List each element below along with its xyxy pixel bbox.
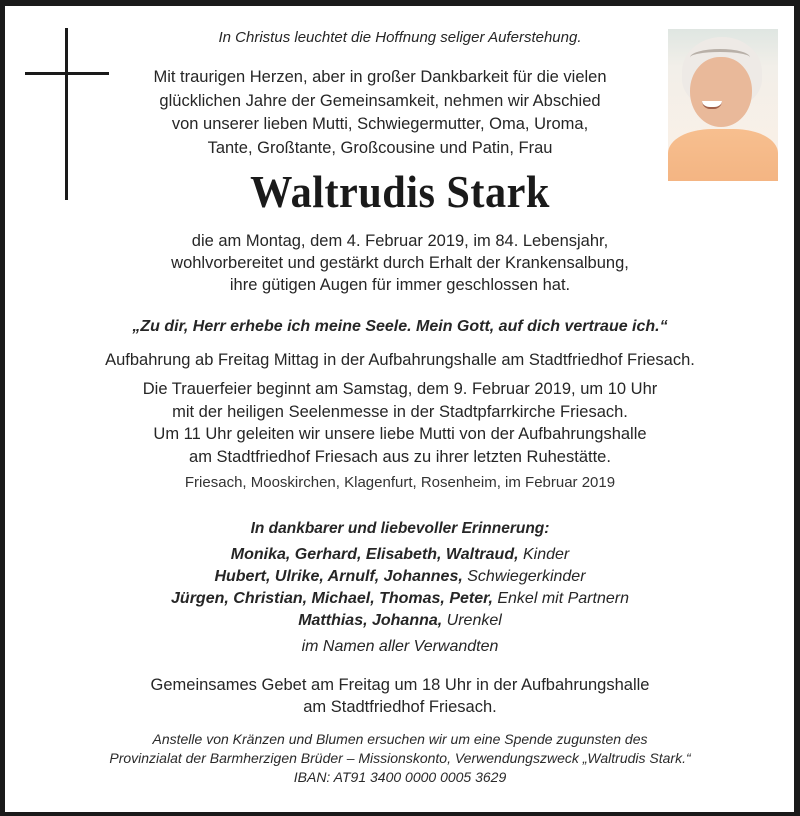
deceased-name: Waltrudis Stark <box>250 166 550 217</box>
family-names: Jürgen, Christian, Michael, Thomas, Peter, <box>171 590 493 607</box>
family-row <box>100 566 700 588</box>
intro-line: Tante, Großtante, Großcousine und Patin, Frau <box>207 138 553 157</box>
prayer-line: am Stadtfriedhof Friesach. <box>303 698 497 716</box>
ceremony-info <box>100 378 700 468</box>
cross-horizontal-bar <box>25 72 109 75</box>
intro-line: Mit traurigen Herzen, aber in großer Dankbarkeit für die vielen <box>153 68 607 86</box>
donation-info <box>40 730 760 787</box>
family-relation: Schwiegerkinder <box>467 568 586 585</box>
family-list <box>100 544 700 632</box>
religious-motto: In Christus leuchtet die Hoffnung seliger Auferstehung. <box>218 29 582 46</box>
family-row <box>100 588 700 610</box>
ceremony-line: mit der heiligen Seelenmesse in der Stadtpfarrkirche Friesach. <box>172 402 628 421</box>
ceremony-line: Um 11 Uhr geleiten wir unsere liebe Mutti von der Aufbahrungshalle <box>153 425 647 443</box>
death-line: ihre gütigen Augen für immer geschlossen hat. <box>229 276 571 294</box>
family-names: Monika, Gerhard, Elisabeth, Waltraud, <box>230 546 519 563</box>
death-line: wohlvorbereitet und gestärkt durch Erhalt der Krankensalbung, <box>171 254 629 272</box>
family-relation: Urenkel <box>446 612 502 629</box>
places-and-date: Friesach, Mooskirchen, Klagenfurt, Rosenheim, im Februar 2019 <box>184 474 616 491</box>
family-relation: Kinder <box>522 546 570 563</box>
family-names: Matthias, Johanna, <box>298 612 443 629</box>
on-behalf-note: im Namen aller Verwandten <box>301 638 499 655</box>
intro-line: glücklichen Jahre der Gemeinsamkeit, nehmen wir Abschied <box>159 91 601 110</box>
ceremony-line: Die Trauerfeier beginnt am Samstag, dem 9. Februar 2019, um 10 Uhr <box>142 380 658 398</box>
bible-quote: „Zu dir, Herr erhebe ich meine Seele. Mein Gott, auf dich vertraue ich.“ <box>132 318 668 335</box>
prayer-line: Gemeinsames Gebet am Freitag um 18 Uhr in der Aufbahrungshalle <box>150 676 650 694</box>
ceremony-line: am Stadtfriedhof Friesach aus zu ihrer letzten Ruhestätte. <box>189 447 611 466</box>
family-relation: Enkel mit Partnern <box>497 590 629 607</box>
viewing-info: Aufbahrung ab Freitag Mittag in der Aufbahrungshalle am Stadtfriedhof Friesach. <box>105 351 695 369</box>
portrait-photo <box>668 29 778 181</box>
family-names: Hubert, Ulrike, Arnulf, Johannes, <box>214 568 463 585</box>
donation-line: Provinzialat der Barmherzigen Brüder – Missionskonto, Verwendungszweck „Waltrudis Stark.“ <box>109 750 691 766</box>
intro-text <box>100 66 660 160</box>
photo-face <box>690 57 752 127</box>
family-row <box>100 610 700 632</box>
iban-line: IBAN: AT91 3400 0000 0005 3629 <box>293 769 507 785</box>
family-row <box>100 544 700 566</box>
donation-line: Anstelle von Kränzen und Blumen ersuchen wir um eine Spende zugunsten des <box>152 731 648 747</box>
death-line: die am Montag, dem 4. Februar 2019, im 84. Lebensjahr, <box>191 232 609 250</box>
prayer-info <box>100 674 700 718</box>
death-notice <box>100 230 700 296</box>
intro-line: von unserer lieben Mutti, Schwiegermutter, Oma, Uroma, <box>171 115 589 133</box>
memory-heading: In dankbarer und liebevoller Erinnerung: <box>250 520 550 537</box>
